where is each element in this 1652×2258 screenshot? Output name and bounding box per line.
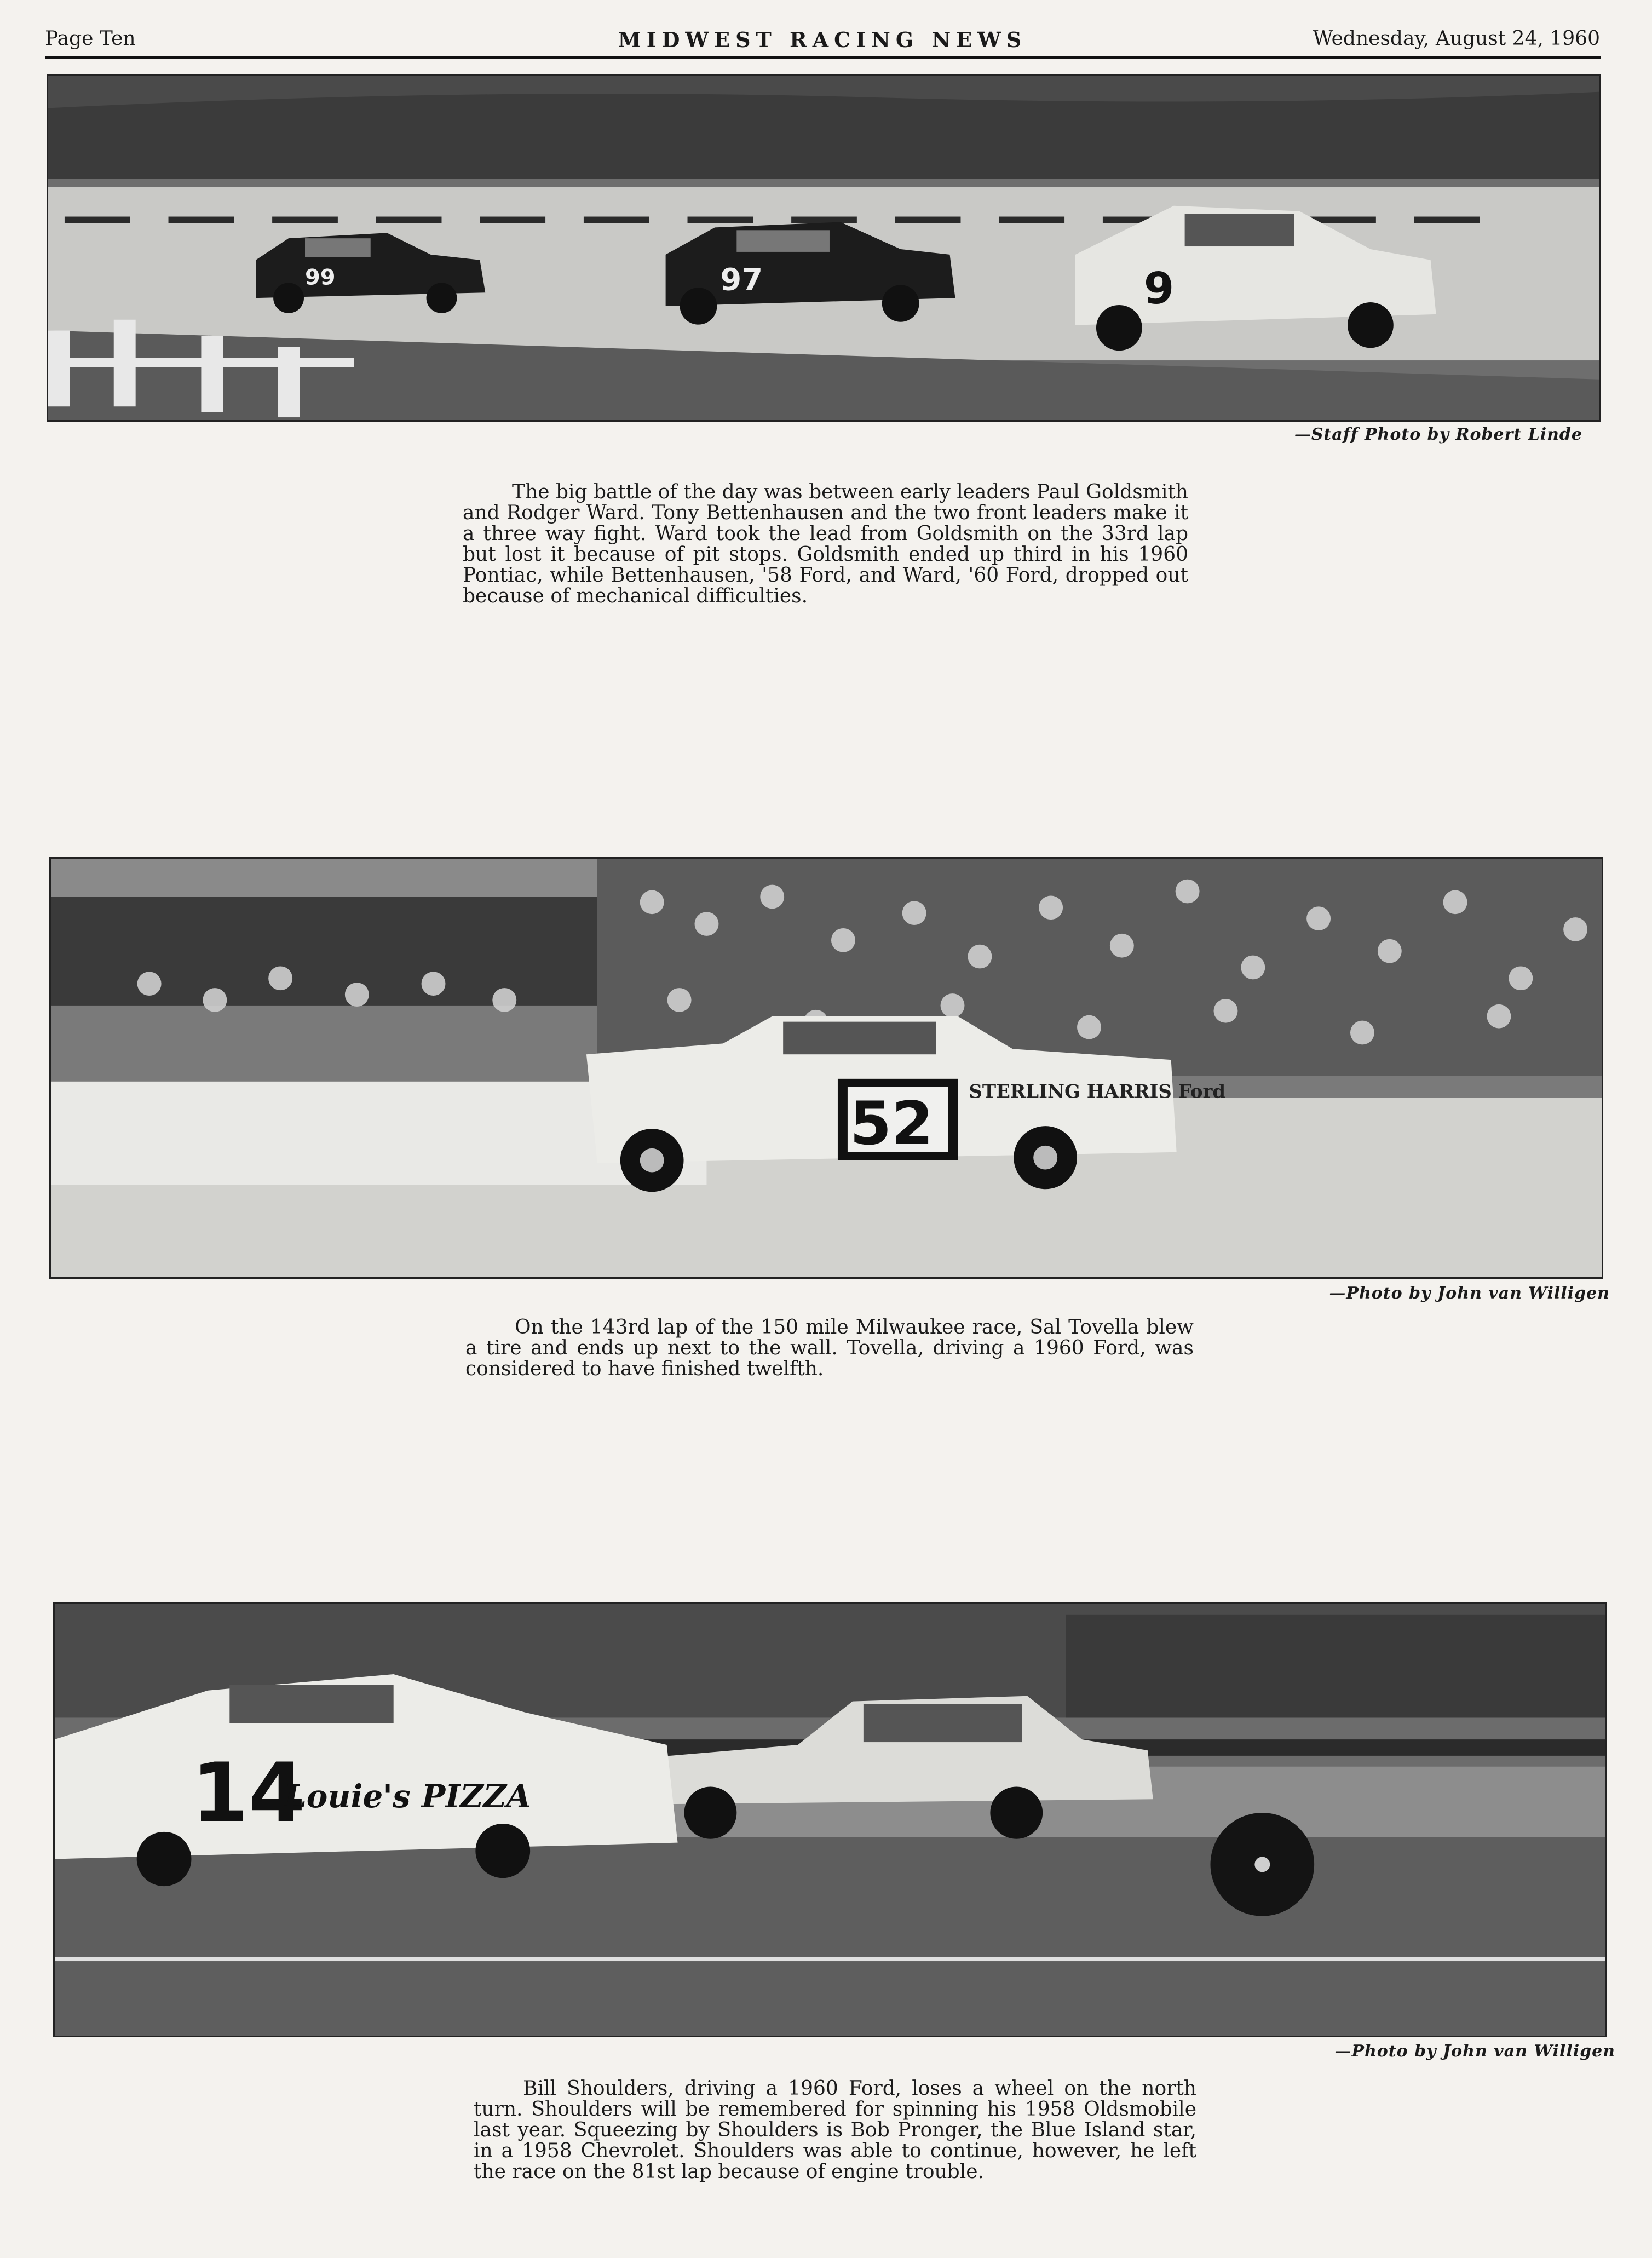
masthead	[45, 22, 1600, 60]
car-number-14: 14	[191, 1745, 306, 1841]
photo-credit-2: —Photo by John van Willigen	[1329, 1284, 1610, 1303]
car-sponsor-pizza: Louie's PIZZA	[284, 1778, 531, 1815]
issue-date: Wednesday, August 24, 1960	[1313, 27, 1600, 50]
car-number-9: 9	[1143, 263, 1175, 314]
race-photo-1	[47, 74, 1601, 422]
car-number-52: 52	[849, 1088, 934, 1158]
header-rule	[45, 56, 1601, 59]
page-number: Page Ten	[45, 27, 136, 50]
photo-caption-2: On the 143rd lap of the 150 mile Milwaukee race, Sal Tovella blew a tire and ends up next to the wall. Tovella, driving a 1960 Ford, was considered to have finished twelfth.	[465, 1316, 1194, 1380]
race-photo-3	[53, 1602, 1607, 2037]
newspaper-title: MIDWEST RACING NEWS	[618, 27, 1027, 52]
car-number-99: 99	[305, 265, 336, 290]
photo-caption-3: Bill Shoulders, driving a 1960 Ford, loses a wheel on the north turn. Shoulders will be remembered for spinning his 1958 Oldsmobile last year. Squeezing by Shoulders is Bob Pronger, the Blue Island star, in a 1958 Chevrolet. Shoulders was able to continue, however, he left the race on the 81st lap because of engine trouble.	[474, 2077, 1196, 2183]
photo-caption-1: The big battle of the day was between early leaders Paul Goldsmith and Rodger Ward. Tony Bettenhausen and the two front leaders make it a three way fight. Ward took the lead from Goldsmith on the 33rd lap but lost it because of pit stops. Goldsmith ended up third in his 1960 Pontiac, while Bettenhausen, '58 Ford, and Ward, '60 Ford, dropped out because of mechanical difficulties.	[463, 481, 1188, 607]
car-number-97: 97	[720, 262, 763, 298]
photo-credit-3: —Photo by John van Willigen	[1334, 2042, 1615, 2061]
car-sponsor-lettering: STERLING HARRIS Ford	[969, 1080, 1226, 1102]
race-photo-2	[49, 857, 1603, 1279]
photo-credit-1: —Staff Photo by Robert Linde	[1294, 425, 1582, 444]
